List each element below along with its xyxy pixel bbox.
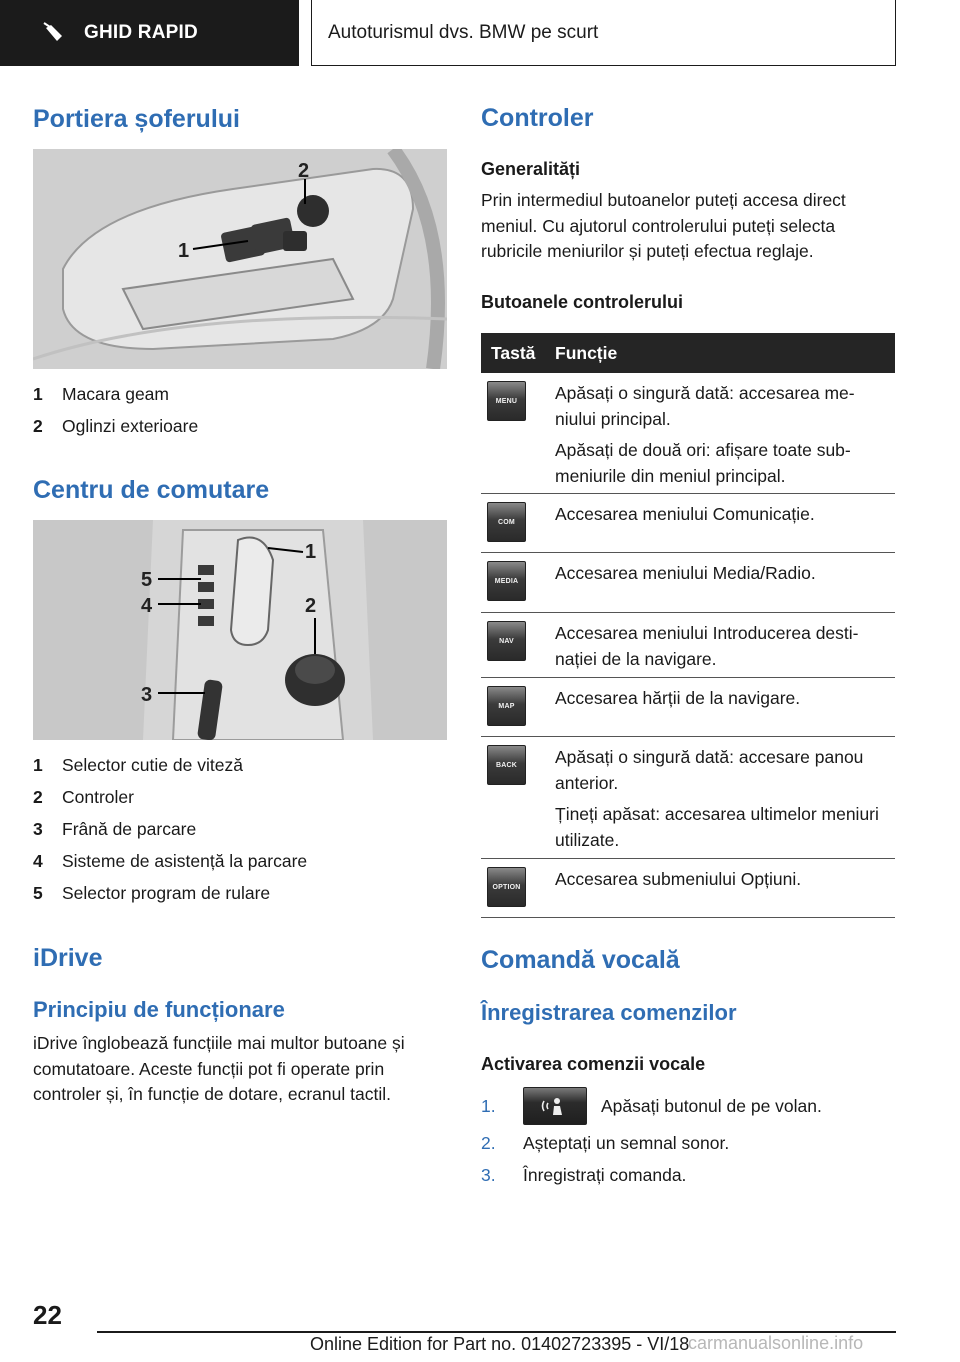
section-subtitle-principle: Principiu de funcționare [33,997,285,1022]
figure-label: 2 [298,160,310,182]
legend-item [33,813,433,845]
back-key-icon: BACK [487,745,526,785]
figure-label: 4 [141,595,153,617]
media-key-icon: MEDIA [487,561,526,601]
general-paragraph: Prin intermediul butoanelor puteți accesa direct meniul. Cu ajutorul controlerului puteți selecta rubricile meniurilor și puteți efectua reglaje. [481,190,846,261]
legend-number: 5 [33,882,43,903]
table-row [481,613,895,678]
step-text: Așteptați un semnal sonor. [523,1132,730,1153]
table-row [481,373,895,494]
list-item [481,1159,901,1191]
step-text: Înregistrați comanda. [523,1164,687,1185]
watermark: carmanualsonline.info [688,1333,864,1353]
table-header [481,333,895,373]
legend-number: 1 [33,754,43,775]
function-text: Accesarea submeniului Opțiuni. [555,869,802,889]
legend-text: Macara geam [62,383,169,404]
menu-key-icon: MENU [487,381,526,421]
controller-buttons-table [481,333,895,918]
figure-label: 1 [305,541,317,563]
function-text: Apăsați o singură dată: accesarea meniului principal. [555,383,855,429]
legend-item [33,378,433,410]
step-text: Apăsați butonul de pe volan. [601,1095,822,1116]
door-legend [33,378,433,442]
voice-command-button-icon [523,1087,587,1125]
figure-label: 2 [305,595,317,617]
section-title-controller: Controler [481,104,594,132]
activation-heading: Activarea comenzii vocale [481,1054,706,1074]
legend-number: 4 [33,850,43,871]
function-text: Apăsați o singură dată: accesare panou anterior. [555,747,864,793]
nav-key-icon: NAV [487,621,526,661]
general-heading: Generalități [481,159,581,179]
function-text: Accesarea meniului Comunicație. [555,504,815,524]
map-key-icon: MAP [487,686,526,726]
legend-number: 2 [33,786,43,807]
legend-text: Selector cutie de viteză [62,754,243,775]
legend-item [33,845,433,877]
function-text: Accesarea hărții de la navigare. [555,688,801,708]
column-header-key: Tastă [491,342,536,363]
legend-text: Controler [62,786,134,807]
buttons-heading: Butoanele controlerului [481,292,684,312]
list-item [481,1127,901,1159]
figure-label: 5 [141,569,153,591]
activation-steps [481,1085,901,1191]
com-key-icon: COM [487,502,526,542]
page-number: 22 [33,1300,62,1330]
idrive-paragraph: iDrive înglobează funcțiile mai multor butoane și comutatoare. Aceste funcții pot fi operate prin controler și, în funcție de dotare, ecranul tactil. [33,1033,405,1104]
figure-label: 3 [141,684,153,706]
legend-text: Sisteme de asistență la parcare [62,850,308,871]
legend-item [33,877,433,909]
center-console-figure [33,520,447,740]
list-item [481,1085,901,1127]
table-row [481,737,895,859]
console-legend [33,749,433,909]
section-subtitle-recording: Înregistrarea comenzilor [481,1000,737,1025]
legend-item [33,781,433,813]
legend-item [33,749,433,781]
legend-text: Oglinzi exterioare [62,415,199,436]
step-number: 3. [481,1164,496,1185]
function-text: Accesarea meniului Media/Radio. [555,563,816,583]
section-title-idrive: iDrive [33,944,103,972]
function-text: Apăsați de două ori: afișare toate submeniurile din meniul principal. [555,440,851,486]
function-text: Țineți apăsat: accesarea ultimelor meniuri utilizate. [555,804,879,850]
legend-text: Selector program de rulare [62,882,271,903]
legend-number: 2 [33,415,43,436]
legend-text: Frână de parcare [62,818,197,839]
guide-tab-label: GHID RAPID [84,22,198,43]
legend-number: 3 [33,818,43,839]
edition-note: Online Edition for Part no. 01402723395 - VI/18 [310,1334,690,1354]
section-title-door: Portiera șoferului [33,105,240,133]
table-row [481,678,895,737]
figure-label: 1 [178,240,190,262]
guide-tab[interactable] [0,0,299,66]
step-number: 2. [481,1132,496,1153]
table-row [481,553,895,613]
table-row [481,494,895,553]
function-text: Accesarea meniului Introducerea destinației de la navigare. [555,623,859,669]
legend-number: 1 [33,383,43,404]
door-panel-figure [33,149,447,369]
table-row [481,859,895,918]
chapter-title [311,0,896,66]
step-number: 1. [481,1095,496,1116]
section-title-voice: Comandă vocală [481,946,680,974]
legend-item [33,410,433,442]
quick-guide-icon [42,21,66,45]
column-header-function: Funcție [555,342,618,363]
section-title-switch-center: Centru de comutare [33,476,270,504]
chapter-title-text: Autoturismul dvs. BMW pe scurt [328,21,599,43]
option-key-icon: OPTION [487,867,526,907]
